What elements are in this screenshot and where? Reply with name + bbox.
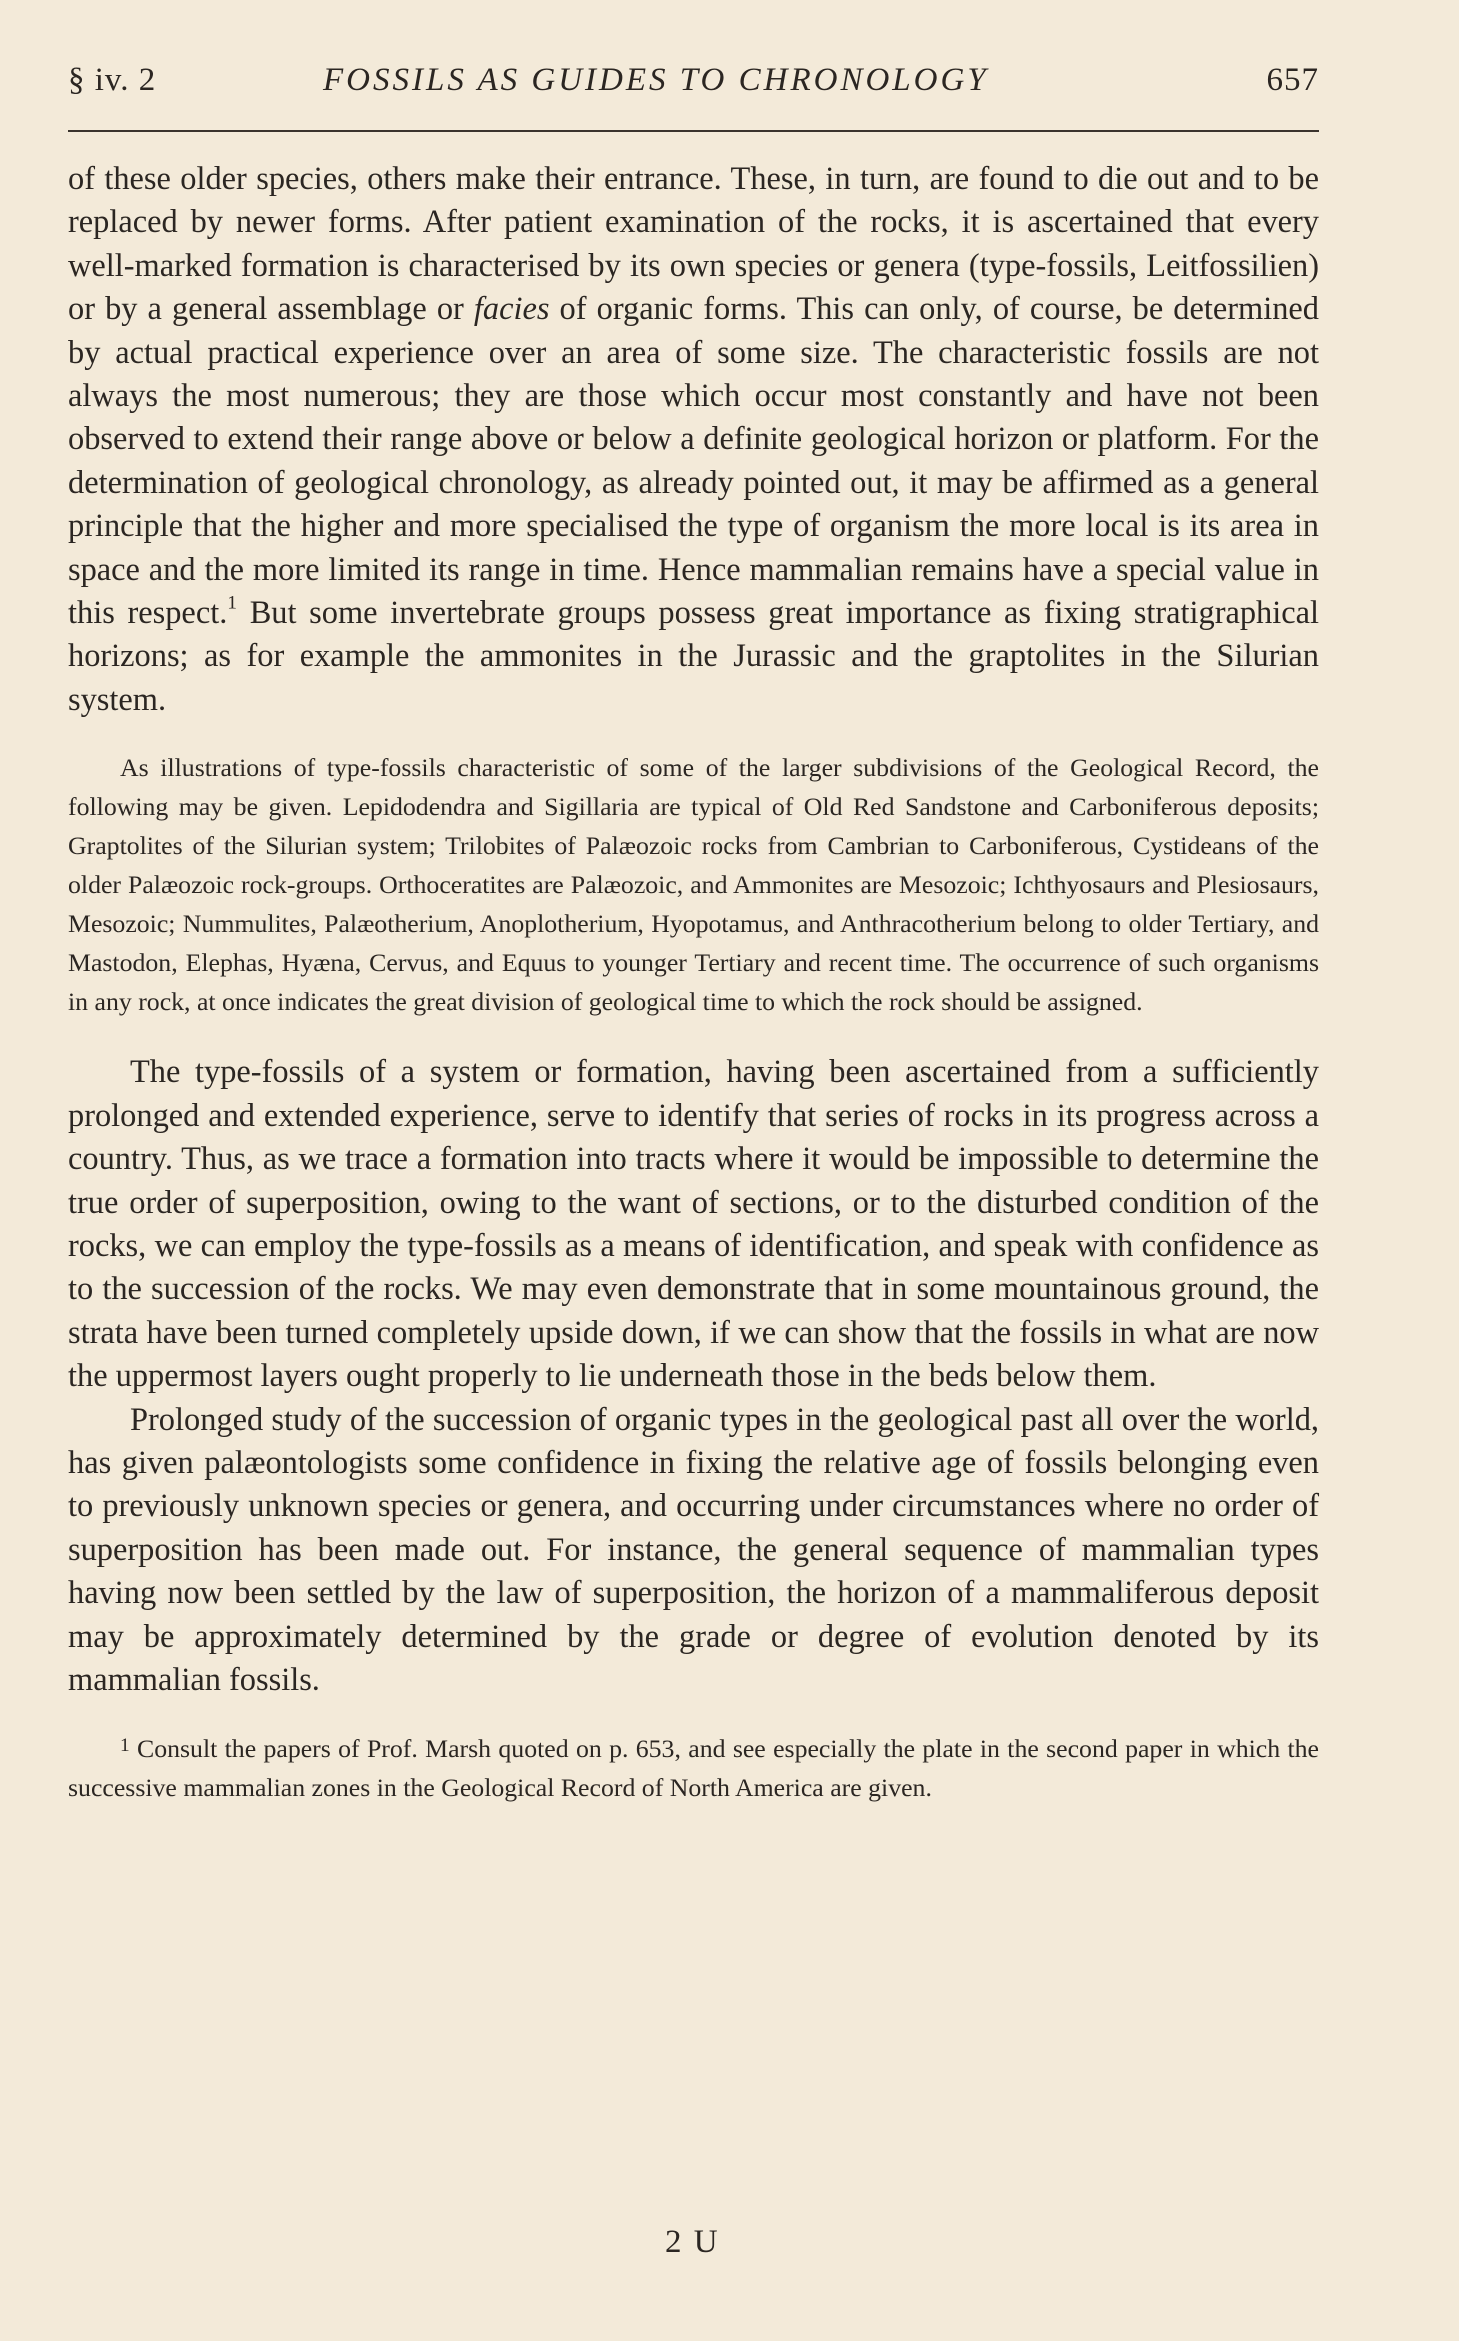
signature-mark: 2 U [665,2224,720,2260]
running-head [68,58,1319,108]
page-number: 657 [1266,62,1319,98]
paragraph-1-text-c: But some invertebrate groups possess great importance as fixing stratigraphical horizons; as for example the ammonites in the Jurassic and the graptolites in the Silurian system. [68,595,1319,718]
facies-emphasis: facies [473,291,550,328]
paragraph-1 [68,158,1319,722]
small-print-illustrations: As illustrations of type-fossils characteristic of some of the larger subdivisions of the Geological Record, the following may be given. Lepidodendra and Sigillaria are typical of Old Red Sandstone and Carboniferous deposits; Graptolites of the Silurian system; Trilobites of Palæozoic rocks from Cambrian to Carboniferous, Cystideans of the older Palæozoic rock-groups. Orthoceratites are Palæozoic, and Ammonites are Mesozoic; Ichthyosaurs and Plesiosaurs, Mesozoic; Nummulites, Palæotherium, Anoplotherium, Hyopotamus, and Anthracotherium belong to older Tertiary, and Mastodon, Elephas, Hyæna, Cervus, and Equus to younger Tertiary and recent time. The occurrence of such organisms in any rock, at once indicates the great division of geological time to which the rock should be assigned. [68,753,1319,1017]
paragraph-1-text-a: of these older species, others make their entrance. These, in turn, are found to die out and to be replaced by newer forms. After patient examination of the rocks, it is ascertained that every well-marked formation is characterised by its own species or genera (type-fossils, Leitfossilien) or by a general assemblage or [68,161,1319,328]
header-rule [68,130,1319,132]
running-title: FOSSILS AS GUIDES TO CHRONOLOGY [323,62,989,98]
footnote-reference: 1 [227,592,238,614]
footnote-mark: 1 [120,1735,130,1757]
paragraph-1-text-b: of organic forms. This can only, of course, be determined by actual practical experience over an area of some size. The characteristic fossils are not always the most numerous; they are those which occur most constantly and have not been observed to extend their range above or below a definite geological horizon or platform. For the determination of geological chronology, as already pointed out, it may be affirmed as a general principle that the higher and more specialised the type of organism the more local is its area in space and the more limited its range in time. Hence mammalian remains have a special value in this respect. [68,291,1319,632]
paragraph-3: Prolonged study of the succession of organic types in the geological past all over the world, has given palæontologists some confidence in fixing the relative age of fossils belonging even to previously unknown species or genera, and occurring under circumstances where no order of superposition has been made out. For instance, the general sequence of mammalian types having now been settled by the law of superposition, the horizon of a mammaliferous deposit may be approximately determined by the grade or degree of evolution denoted by its mammalian fossils. [68,1401,1319,1698]
paragraph-2: The type-fossils of a system or formation, having been ascertained from a sufficiently prolonged and extended experience, serve to identify that series of rocks in its progress across a country. Thus, as we trace a formation into tracts where it would be impossible to determine the true order of superposition, owing to the want of sections, or to the disturbed condition of the rocks, we can employ the type-fossils as a means of identification, and speak with confidence as to the succession of the rocks. We may even demonstrate that in some mountainous ground, the strata have been turned completely upside down, if we can show that the fossils in what are now the uppermost layers ought properly to lie underneath those in the beds below them. [68,1054,1319,1395]
footnote-text: Consult the papers of Prof. Marsh quoted on p. 653, and see especially the plate in the second paper in which the successive mammalian zones in the Geological Record of North America are given. [68,1734,1319,1803]
section-reference: § iv. 2 [68,62,157,98]
footnote [68,1726,1319,1807]
